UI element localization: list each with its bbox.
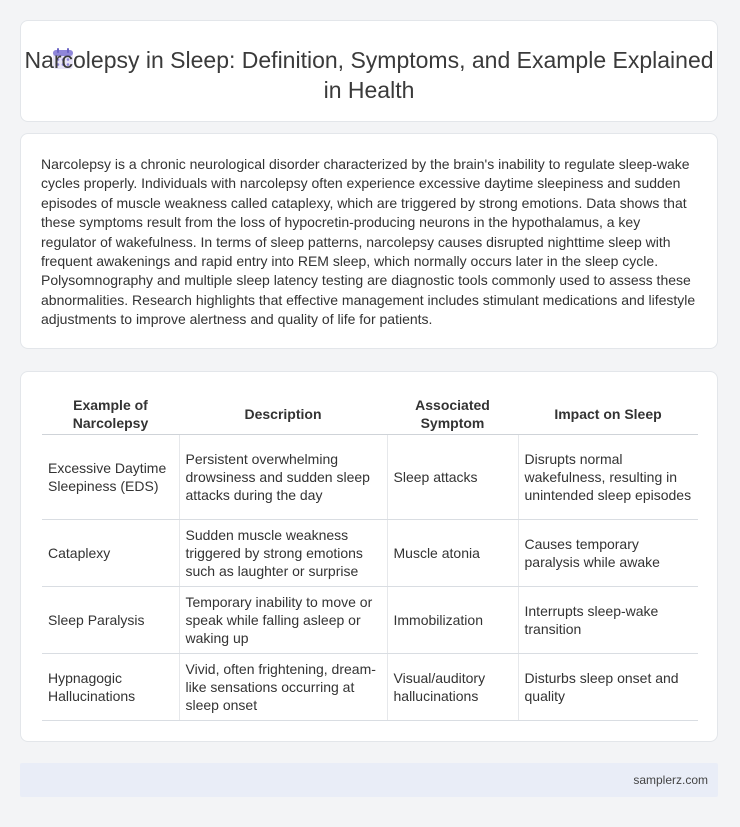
table-cell: Cataplexy [42,520,179,587]
table-cell: Immobilization [387,587,518,654]
table-card [20,371,718,742]
table-cell: Sleep Paralysis [42,587,179,654]
table-cell: Muscle atonia [387,520,518,587]
column-header: Associated Symptom [387,394,518,435]
table-cell: Disturbs sleep onset and quality [518,654,698,721]
table-cell: Sudden muscle weakness triggered by strong emotions such as laughter or surprise [179,520,387,587]
summary-paragraph: Narcolepsy is a chronic neurological disorder characterized by the brain's inability to regulate sleep-wake cycles properly. Individuals with narcolepsy often experience excessive daytime sleepiness and sudden episodes of muscle weakness called cataplexy, which are triggered by strong emotions. Data shows that these symptoms result from the loss of hypocretin-producing neurons in the hypothalamus, a key regulator of wakefulness. In terms of sleep patterns, narcolepsy causes disrupted nighttime sleep with frequent awakenings and rapid entry into REM sleep, which normally occurs later in the sleep cycle. Polysomnography and multiple sleep latency testing are diagnostic tools commonly used to assess these abnormalities. Research highlights that effective management includes stimulant medications and lifestyle adjustments to improve alertness and quality of life for patients. [41,156,696,328]
page-title: Narcolepsy in Sleep: Definition, Symptoms, and Example Explained in Health [24,47,714,103]
table-header-row [42,394,698,435]
summary-card [20,133,718,349]
table-cell: Hypnagogic Hallucinations [42,654,179,721]
footer-bar [20,763,718,797]
table-cell: Causes temporary paralysis while awake [518,520,698,587]
column-header: Description [179,394,387,435]
title-card [20,20,718,122]
table-cell: Persistent overwhelming drowsiness and sudden sleep attacks during the day [179,435,387,520]
column-header: Impact on Sleep [518,394,698,435]
table-cell: Excessive Daytime Sleepiness (EDS) [42,435,179,520]
table-cell: Vivid, often frightening, dream-like sensations occurring at sleep onset [179,654,387,721]
table-row [42,587,698,654]
table-row [42,654,698,721]
footer-site-link[interactable]: samplerz.com [633,773,708,787]
table-cell: Interrupts sleep-wake transition [518,587,698,654]
table-cell: Temporary inability to move or speak while falling asleep or waking up [179,587,387,654]
narcolepsy-table [42,394,698,721]
column-header: Example of Narcolepsy [42,394,179,435]
table-cell: Visual/auditory hallucinations [387,654,518,721]
table-row [42,435,698,520]
table-cell: Disrupts normal wakefulness, resulting in unintended sleep episodes [518,435,698,520]
table-row [42,520,698,587]
table-cell: Sleep attacks [387,435,518,520]
